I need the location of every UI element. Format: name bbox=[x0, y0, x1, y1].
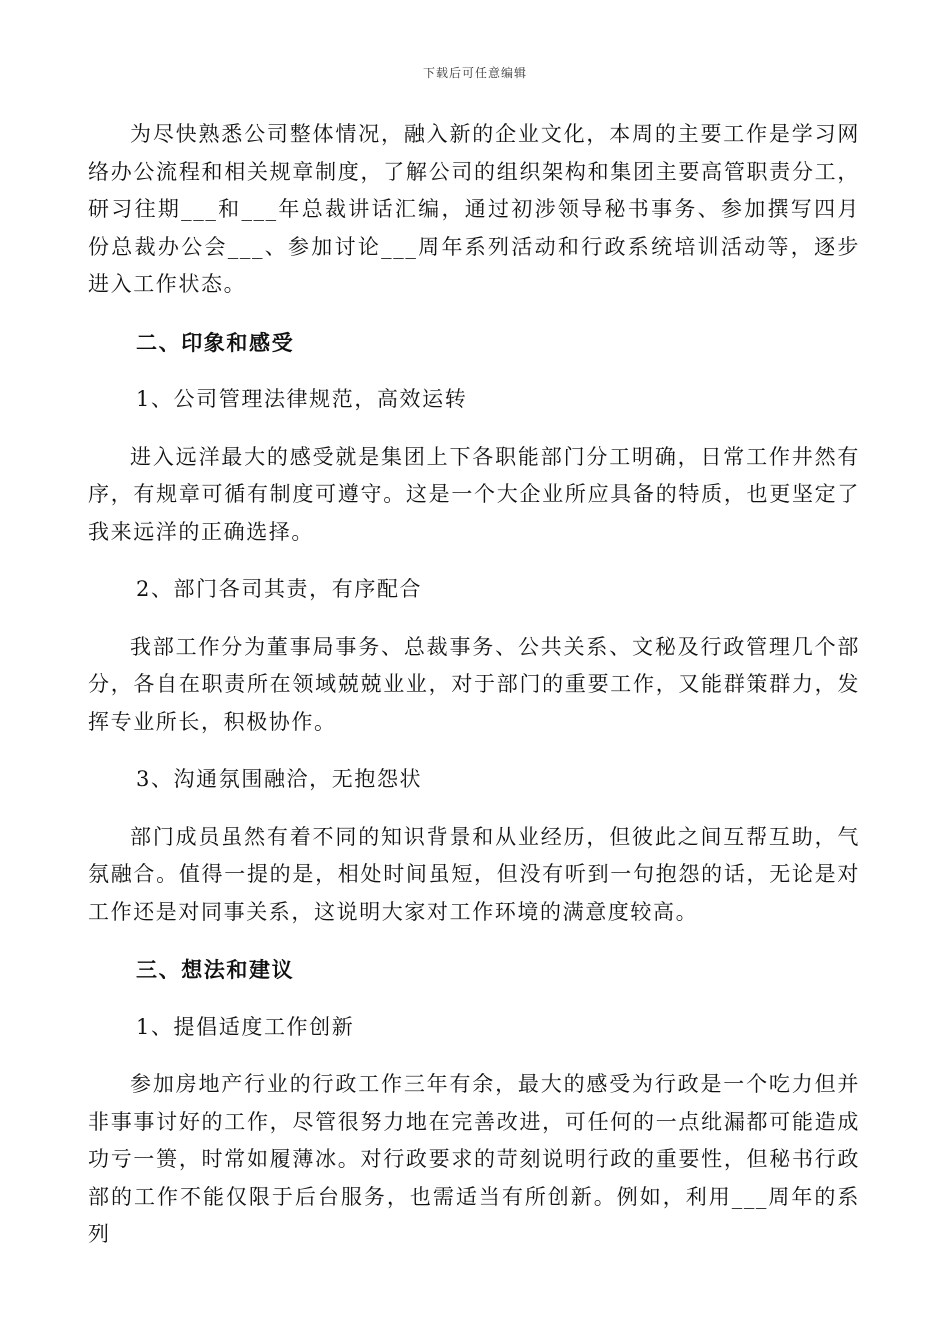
paragraph: 参加房地产行业的行政工作三年有余，最大的感受为行政是一个吃力但并非事事讨好的工作，尽管很努力地在完善改进，可任何的一点纰漏都可能造成功亏一篑，时常如履薄冰。对行政要求的苛刻说明行政的重要性，但秘书行政部的工作不能仅限于后台服务，也需适当有所创新。例如，利用___周年的系列 bbox=[88, 1072, 860, 1246]
section-heading: 二、印象和感受 bbox=[136, 329, 295, 355]
paragraph: 我部工作分为董事局事务、总裁事务、公共关系、文秘及行政管理几个部分，各自在职责所在领域兢兢业业，对于部门的重要工作，又能群策群力，发挥专业所长，积极协作。 bbox=[88, 634, 860, 734]
subheading: 1、公司管理法律规范，高效运转 bbox=[136, 387, 468, 411]
paragraph: 部门成员虽然有着不同的知识背景和从业经历，但彼此之间互帮互助，气氛融合。值得一提的是，相处时间虽短，但没有听到一句抱怨的话，无论是对工作还是对同事关系，这说明大家对工作环境的满意度较高。 bbox=[88, 824, 860, 924]
document-body bbox=[88, 116, 860, 1274]
paragraph: 进入远洋最大的感受就是集团上下各职能部门分工明确，日常工作井然有序，有规章可循有制度可遵守。这是一个大企业所应具备的特质，也更坚定了我来远洋的正确选择。 bbox=[88, 444, 860, 544]
section-heading: 三、想法和建议 bbox=[136, 957, 295, 982]
paragraph: 为尽快熟悉公司整体情况，融入新的企业文化，本周的主要工作是学习网络办公流程和相关规章制度，了解公司的组织架构和集团主要高管职责分工，研习往期___和___年总裁讲话汇编，通过初涉领导秘书事务、参加撰写四月份总裁办公会___、参加讨论___周年系列活动和行政系统培训活动等，逐步进入工作状态。 bbox=[88, 122, 860, 296]
subheading: 3、沟通氛围融洽，无抱怨状 bbox=[136, 767, 423, 791]
subheading: 1、提倡适度工作创新 bbox=[136, 1014, 355, 1039]
page-header: 下载后可任意编辑 bbox=[422, 66, 527, 80]
subheading: 2、部门各司其责，有序配合 bbox=[136, 577, 423, 601]
